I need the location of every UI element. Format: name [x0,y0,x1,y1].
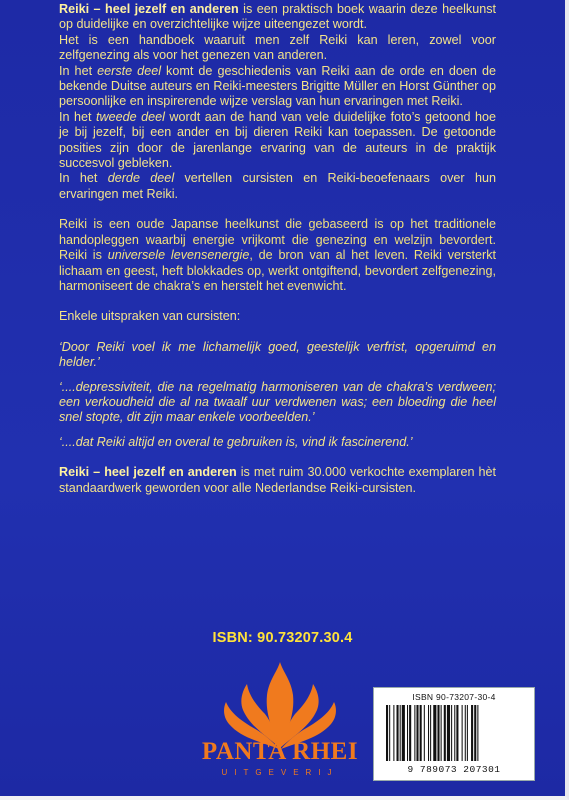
part2-pre: In het [59,109,96,124]
flame-icon [195,660,365,750]
part2-em: tweede deel [96,109,165,124]
spacer [59,294,496,309]
part1-em: eerste deel [97,63,161,78]
publisher-subtitle: UITGEVERIJ [221,768,339,777]
barcode-bar [424,705,425,761]
barcode-bar [467,705,468,761]
intro-paragraph [59,2,496,33]
barcode-bar [454,705,455,761]
part3-post: vertellen cursisten en Reiki-beoefenaars over hun ervaringen met Reiki. [59,171,496,201]
quote-1: ‘Door Reiki voel ik me lichamelijk goed, geestelijk verfrist, opgeruimd en helder.’ [59,339,496,370]
part1-pre: In het [59,63,98,78]
part3-pre: In het [59,171,108,186]
barcode-bar [386,705,388,761]
barcode-bar [474,705,476,761]
barcode-bars [386,705,526,761]
part2-post: wordt aan de hand van vele duidelijke foto’s getoond hoe je bij jezelf, bij een ander en bij dieren Reiki kan toepassen. De getoonde posities zijn door de jarenlange ervaring van de auteurs in de praktijk succesvol gebleken. [59,109,496,171]
barcode-bar [437,705,439,761]
barcode-bar [393,705,394,761]
intro-line1: is een praktisch boek waarin deze heelkunst op duidelijke en overzichtelijke wijze uiteengezet wordt. [59,2,496,32]
barcode-bar [430,705,431,761]
about-pre: Reiki is een oude Japanse heelkunst die gebaseerd is op het traditionele handopleggen waarbij energie vrijkomt die genezing en welzijn bevordert. Reiki is [59,217,496,263]
barcode-bar [477,705,478,761]
book-title-bold: Reiki – heel jezelf en anderen [59,2,239,16]
quote-3: ‘....dat Reiki altijd en overal te gebruiken is, vind ik fascinerend.’ [59,434,413,449]
about-post: , de bron van al het leven. Reiki versterkt lichaam en geest, heft blokkades op, werkt ontgiftend, bevordert zelfgenezing, harmoniseert de chakra’s en herstelt het evenwicht. [59,248,496,293]
part1-post: komt de geschiedenis van Reiki aan de orde en doen de bekende Duitse auteurs en Reiki-meesters Brigitte Müller en Horst Günther op persoonlijke en inspirerende wijze verslag van hun ervaringen met Reiki. [59,63,496,109]
barcode-bar [420,705,422,761]
barcode-bar [465,705,466,761]
barcode-bar [414,705,415,761]
barcode-bar [407,705,408,761]
barcode-bar [451,705,452,761]
barcode-bar [433,705,436,761]
spacer [59,202,496,217]
barcode-bar [444,705,446,761]
part3-em: derde deel [107,171,175,186]
part3-paragraph [59,171,496,202]
quote-2: ‘....depressiviteit, die na regelmatig harmoniseren van de chakra’s verdween; een verkoudheid die al na twaalf uur verdwenen was; een bloeding die heel snel stopte, dit zijn maar enkele voorbeelden.’ [59,379,496,425]
barcode-bar [402,705,405,761]
barcode-number: 9 789073 207301 [407,764,501,775]
barcode-bar [409,705,411,761]
barcode-bar [447,705,450,761]
spacer [59,325,496,340]
barcode-bar [400,705,401,761]
closing-rest: is met ruim 30.000 verkochte exemplaren hèt standaardwerk geworden voor alle Nederlandse Reiki-cursisten. [59,465,497,495]
barcode-bar [462,705,463,761]
barcode-bar [397,705,399,761]
publisher-name: PANTA RHEI [201,738,359,765]
back-cover-text [59,2,496,496]
barcode-bar [389,705,390,761]
intro-line2: Het is een handboek waaruit men zelf Reiki kan leren, zowel voor zelfgenezing als voor het genezen van anderen. [59,32,496,63]
closing-paragraph [59,465,496,496]
spacer [59,371,496,380]
barcode-isbn-text: ISBN 90-73207-30-4 [412,692,496,702]
quotes-heading: Enkele uitspraken van cursisten: [59,309,241,324]
barcode-bar [441,705,442,761]
barcode-bar [471,705,473,761]
barcode-bar [416,705,418,761]
barcode [373,687,535,781]
part2-paragraph [59,110,496,172]
spacer [59,426,496,435]
publisher-logo [195,660,365,790]
spacer [59,450,496,465]
barcode-bar [456,705,458,761]
part1-paragraph [59,64,496,110]
closing-title-bold: Reiki – heel jezelf en anderen [59,465,237,480]
about-paragraph [59,217,496,294]
about-em: universele levensenergie [107,248,250,263]
isbn-label: ISBN: 90.73207.30.4 [212,630,353,646]
barcode-bar [428,705,429,761]
